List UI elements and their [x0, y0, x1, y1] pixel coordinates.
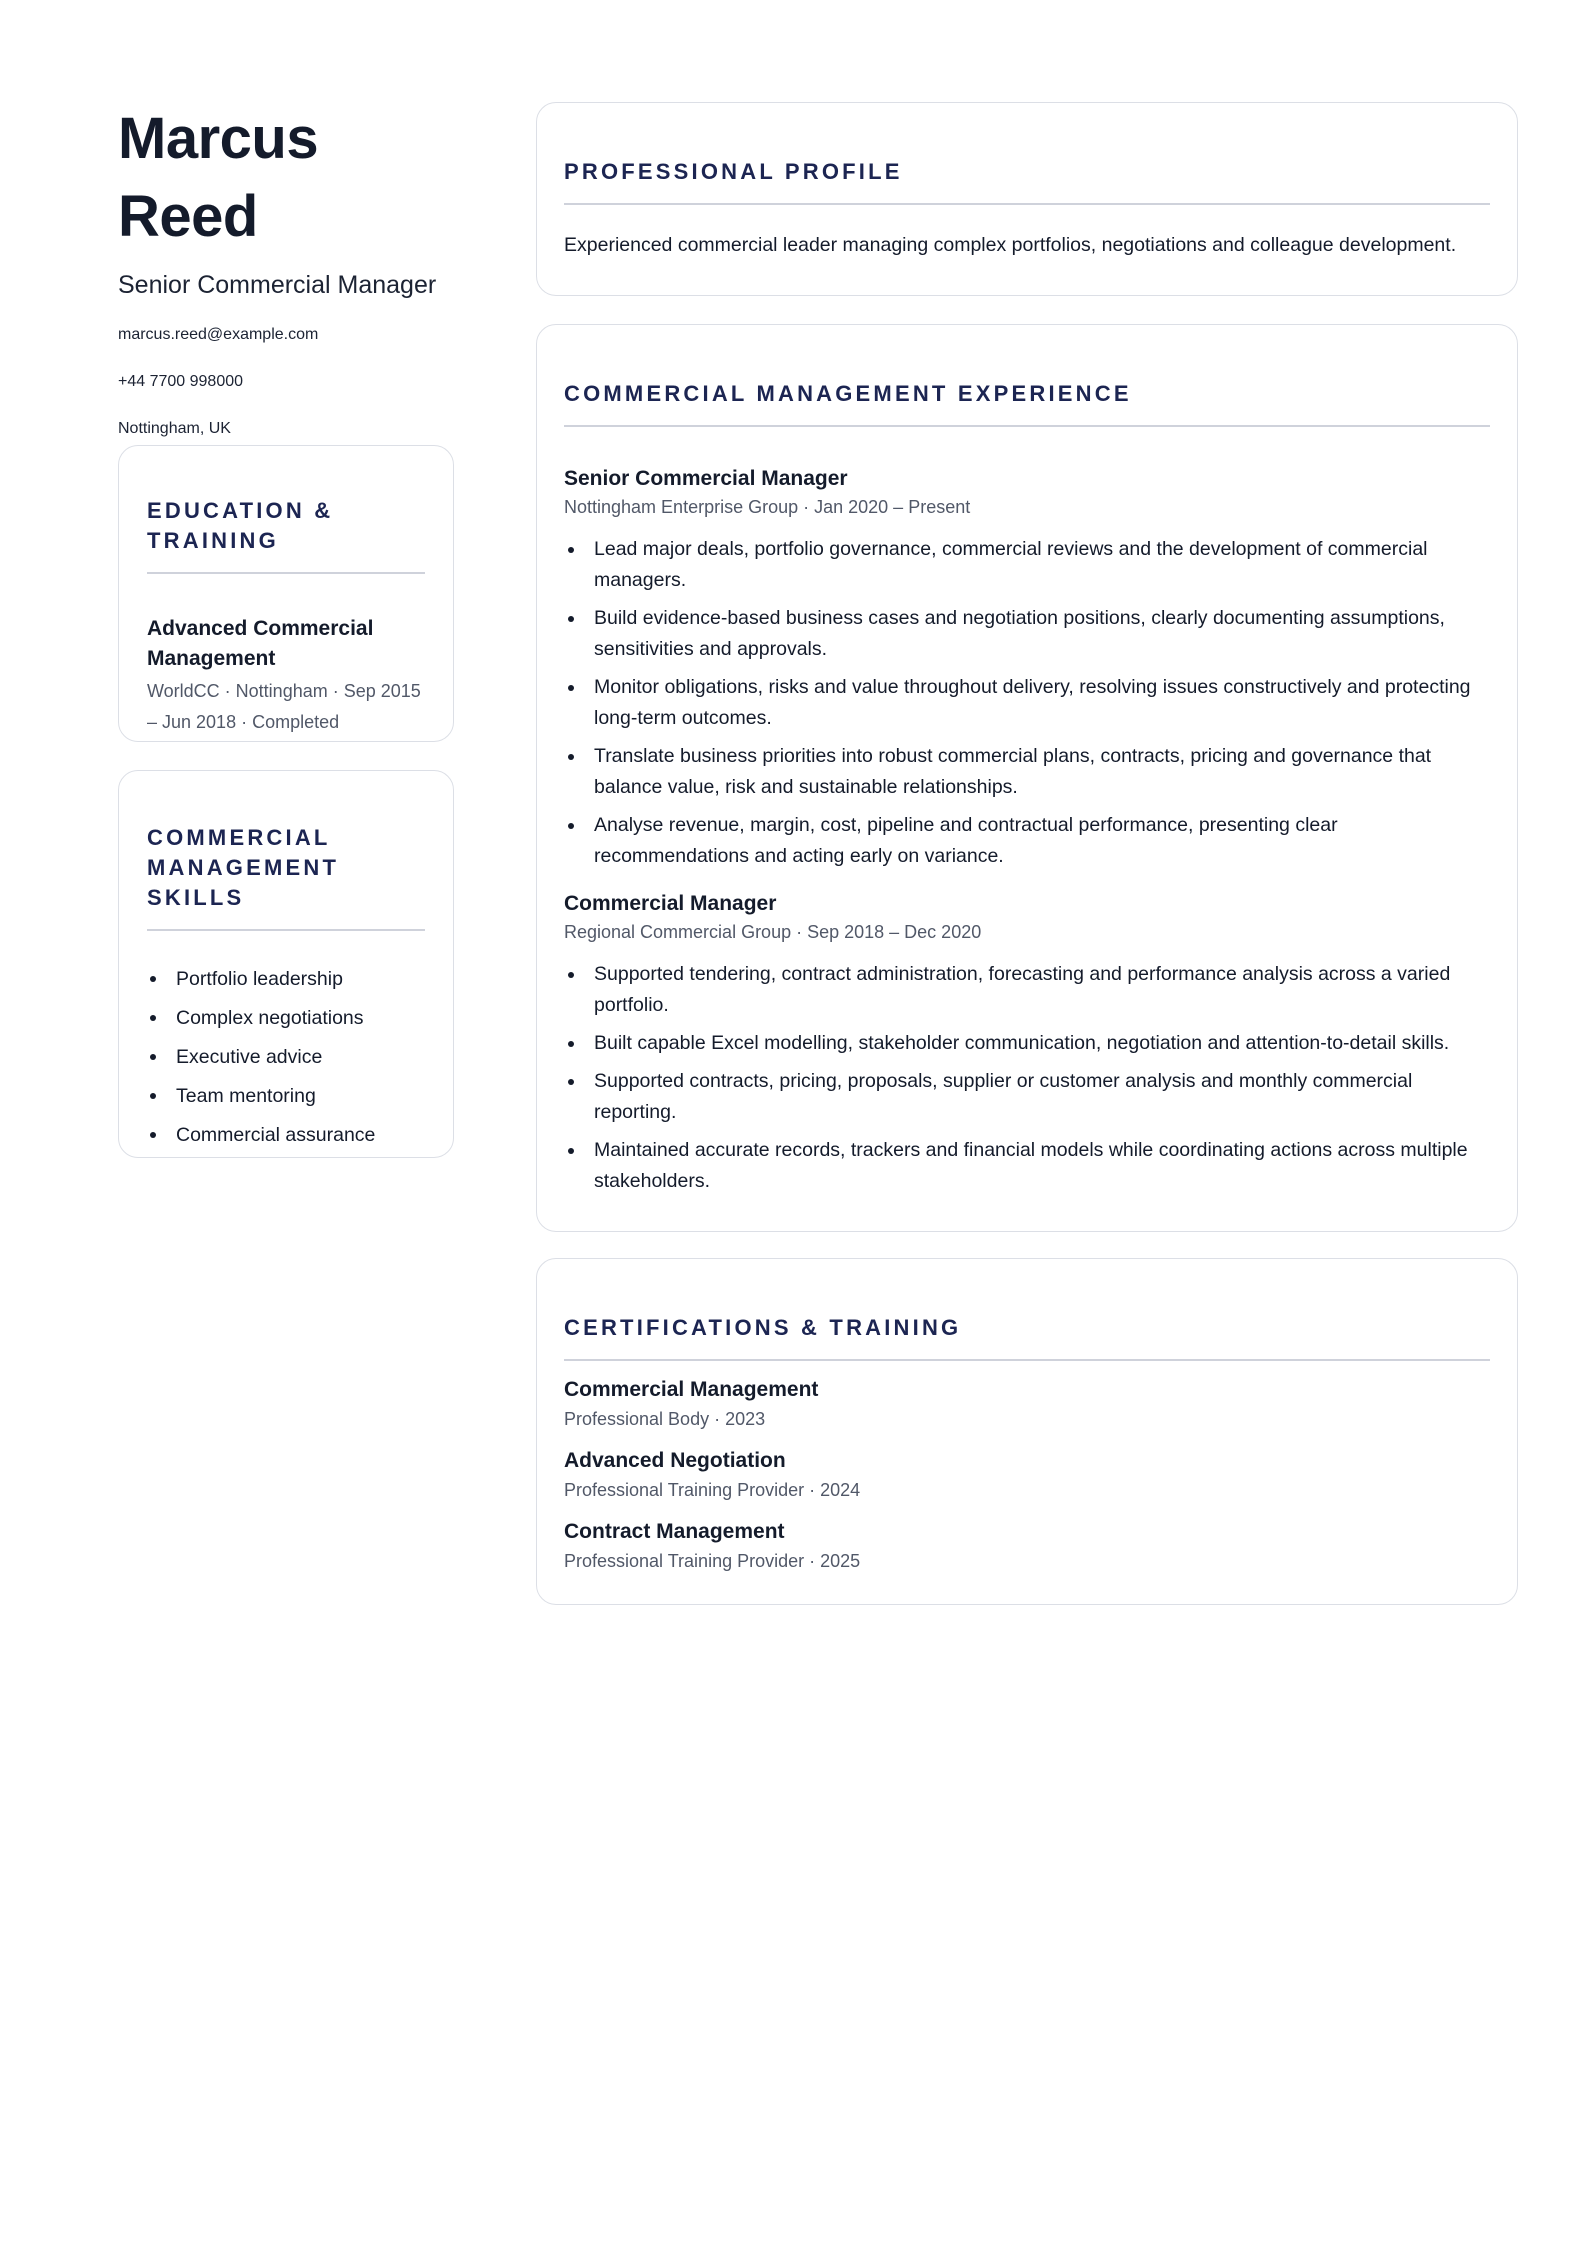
- job-bullet: Built capable Excel modelling, stakeholder communication, negotiation and attention-to-detail skills.: [564, 1028, 1490, 1059]
- contact-phone[interactable]: +44 7700 998000: [118, 373, 244, 390]
- job-entry: [564, 465, 1490, 872]
- section-divider: [147, 929, 425, 931]
- contact-location: Nottingham, UK: [118, 420, 231, 437]
- job-title: Senior Commercial Manager: [564, 467, 848, 490]
- section-title: COMMERCIAL MANAGEMENT SKILLS: [147, 825, 340, 910]
- section-divider: [564, 1359, 1490, 1361]
- job-title: Commercial Manager: [564, 892, 777, 915]
- contact-email[interactable]: marcus.reed@example.com: [118, 326, 319, 343]
- certification-item: [564, 1447, 1490, 1503]
- job-bullet: Supported contracts, pricing, proposals, supplier or customer analysis and monthly commercial reporting.: [564, 1066, 1490, 1128]
- certification-title: Commercial Management: [564, 1378, 819, 1401]
- skill-item: Executive advice: [147, 1045, 425, 1069]
- certification-meta: Professional Body · 2023: [564, 1409, 766, 1429]
- education-item: [147, 614, 425, 738]
- certification-item: [564, 1376, 1490, 1432]
- experience-section: [536, 324, 1518, 1232]
- job-bullet: Translate business priorities into robust commercial plans, contracts, pricing and governance that balance value, risk and sustainable relationships.: [564, 741, 1490, 803]
- certification-title: Contract Management: [564, 1520, 785, 1543]
- candidate-name: Marcus Reed: [118, 106, 319, 249]
- job-bullet: Monitor obligations, risks and value throughout delivery, resolving issues constructively and protecting long-term outcomes.: [564, 672, 1490, 734]
- section-title: EDUCATION & TRAINING: [147, 498, 334, 553]
- education-item-title: Advanced Commercial Management: [147, 617, 374, 670]
- skill-item: Complex negotiations: [147, 1006, 425, 1030]
- job-meta: Nottingham Enterprise Group · Jan 2020 – Present: [564, 497, 971, 517]
- certifications-section: [536, 1258, 1518, 1605]
- job-entry: [564, 890, 1490, 1197]
- job-bullet: Analyse revenue, margin, cost, pipeline and contractual performance, presenting clear recommendations and acting early on variance.: [564, 810, 1490, 872]
- contact-list: [118, 324, 454, 440]
- education-section: [118, 445, 454, 742]
- section-title: CERTIFICATIONS & TRAINING: [564, 1315, 962, 1340]
- header-block: [118, 100, 454, 465]
- certification-meta: Professional Training Provider · 2025: [564, 1551, 861, 1571]
- job-bullet: Lead major deals, portfolio governance, commercial reviews and the development of commercial managers.: [564, 534, 1490, 596]
- job-bullets: [564, 959, 1490, 1197]
- candidate-role: Senior Commercial Manager: [118, 271, 437, 299]
- skill-item: Team mentoring: [147, 1084, 425, 1108]
- job-bullet: Build evidence-based business cases and negotiation positions, clearly documenting assumptions, sensitivities and approvals.: [564, 603, 1490, 665]
- profile-section: [536, 102, 1518, 296]
- job-meta: Regional Commercial Group · Sep 2018 – Dec 2020: [564, 922, 982, 942]
- skill-item: Commercial assurance: [147, 1123, 425, 1147]
- skill-item: Portfolio leadership: [147, 967, 425, 991]
- section-divider: [564, 203, 1490, 205]
- section-divider: [147, 572, 425, 574]
- section-divider: [564, 425, 1490, 427]
- profile-summary: Experienced commercial leader managing complex portfolios, negotiations and colleague development.: [564, 234, 1457, 256]
- job-bullet: Maintained accurate records, trackers and financial models while coordinating actions across multiple stakeholders.: [564, 1135, 1490, 1197]
- certification-meta: Professional Training Provider · 2024: [564, 1480, 861, 1500]
- section-title: PROFESSIONAL PROFILE: [564, 159, 903, 184]
- education-item-meta: WorldCC · Nottingham · Sep 2015 – Jun 2018 · Completed: [147, 681, 421, 732]
- skills-list: [147, 967, 425, 1147]
- job-bullet: Supported tendering, contract administration, forecasting and performance analysis across a varied portfolio.: [564, 959, 1490, 1021]
- section-title: COMMERCIAL MANAGEMENT EXPERIENCE: [564, 381, 1132, 406]
- job-bullets: [564, 534, 1490, 872]
- skills-section: [118, 770, 454, 1158]
- certification-title: Advanced Negotiation: [564, 1449, 786, 1472]
- certification-item: [564, 1518, 1490, 1574]
